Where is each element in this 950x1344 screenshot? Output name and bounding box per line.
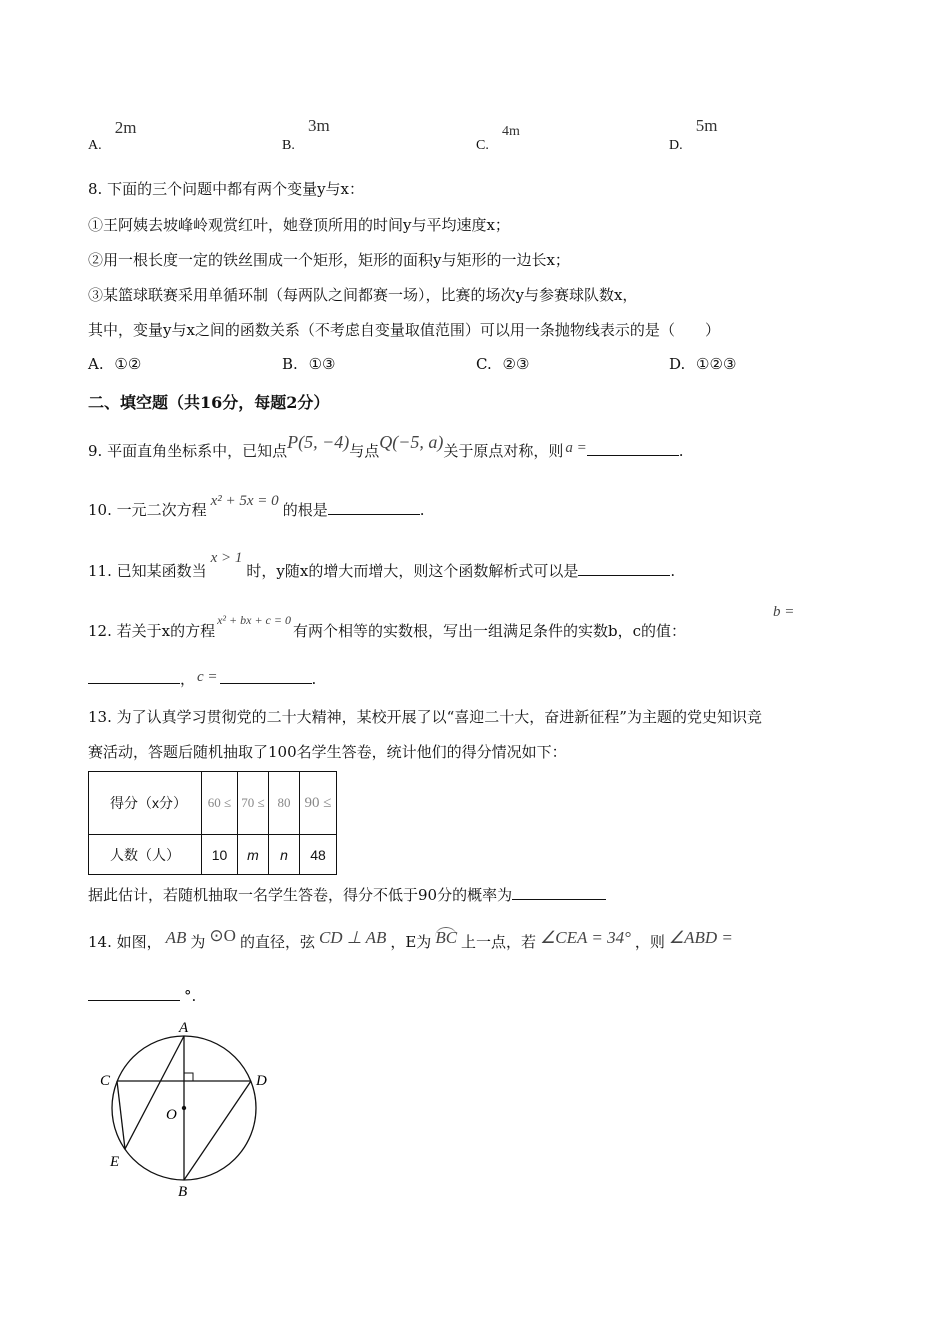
label-c: C xyxy=(100,1073,111,1089)
option-value: 5m xyxy=(695,116,718,135)
table-cell: 80 xyxy=(269,772,300,835)
table-cell: n xyxy=(269,835,300,875)
q12-equation: x² + bx + c = 0 xyxy=(217,613,291,627)
q12 xyxy=(88,613,686,641)
table-cell: 70 ≤ xyxy=(238,772,269,835)
q11-condition: x > 1 xyxy=(210,550,243,566)
score-table xyxy=(88,771,337,875)
q14-perp: CD ⊥ AB xyxy=(318,928,387,947)
label-b: B xyxy=(178,1184,188,1200)
q14-t2: 的直径，弦 xyxy=(239,933,315,951)
q11-end: . xyxy=(670,562,676,580)
q8-option-c xyxy=(476,355,529,373)
option-value: ①②③ xyxy=(696,355,737,373)
option-letter: A. xyxy=(88,138,102,153)
q10-prefix: 10. 一元二次方程 xyxy=(88,501,207,519)
q9 xyxy=(88,432,684,461)
table-cell: 90 ≤ xyxy=(300,772,337,835)
q9-var: a = xyxy=(565,440,587,456)
q7-option-c xyxy=(476,120,520,153)
q9-point-q: Q(−5, a) xyxy=(379,432,444,452)
q10 xyxy=(88,493,425,520)
q9-point-p: P(5, −4) xyxy=(287,432,350,452)
q14-angle: ∠CEA = 34° xyxy=(540,928,631,947)
q10-end: . xyxy=(419,501,425,519)
q11-suffix: 时，y随x的增大而增大，则这个函数解析式可以是 xyxy=(246,562,579,580)
q8-question: 其中，变量y与x之间的函数关系（不考虑自变量取值范围）可以用一条抛物线表示的是（ ） xyxy=(88,321,720,339)
option-letter: B. xyxy=(282,355,298,373)
table-row xyxy=(89,772,337,835)
q9-mid: 与点 xyxy=(349,442,380,460)
q14-ask: ∠ABD = xyxy=(668,928,733,947)
q14-t5: ，则 xyxy=(634,933,665,951)
q10-suffix: 的根是 xyxy=(282,501,328,519)
answer-blank[interactable] xyxy=(578,561,670,576)
answer-blank[interactable] xyxy=(512,885,606,900)
table-cell: 48 xyxy=(300,835,337,875)
table-cell: 60 ≤ xyxy=(202,772,238,835)
q13-line-2: 赛活动，答题后随机抽取了100名学生答卷，统计他们的得分情况如下： xyxy=(88,743,567,761)
q8-option-a xyxy=(88,355,141,373)
q9-suffix: 关于原点对称，则 xyxy=(443,442,564,460)
q14-circle: ⊙O xyxy=(209,926,236,945)
q9-prefix: 9. 平面直角坐标系中，已知点 xyxy=(88,442,288,460)
q13-after xyxy=(88,884,606,905)
q7-option-d xyxy=(669,116,718,153)
q12-end: . xyxy=(311,670,317,688)
q8-item-3: ③某篮球联赛采用单循环制（每两队之间都赛一场），比赛的场次y与参赛球队数x， xyxy=(88,286,638,304)
q12-prefix: 12. 若关于x的方程 xyxy=(88,622,216,640)
answer-blank[interactable] xyxy=(328,500,420,515)
q7-option-a xyxy=(88,118,137,153)
center-point xyxy=(182,1106,186,1110)
q14-ab: AB xyxy=(165,928,187,947)
answer-blank[interactable] xyxy=(587,441,679,456)
segment-ea xyxy=(125,1036,184,1149)
section-2-title: 二、填空题（共16分，每题2分） xyxy=(88,393,330,412)
segment-ce xyxy=(117,1081,125,1149)
q14-t4: 上一点，若 xyxy=(461,933,537,951)
q14-prefix: 14. 如图， xyxy=(88,933,162,951)
table-header-count: 人数（人） xyxy=(89,835,202,875)
label-a: A xyxy=(179,1020,189,1036)
answer-blank-c[interactable] xyxy=(220,669,312,684)
option-value: ②③ xyxy=(502,355,530,373)
option-value: ①③ xyxy=(308,355,336,373)
q10-equation: x² + 5x = 0 xyxy=(210,493,279,509)
q8-option-b xyxy=(282,355,335,373)
option-letter: C. xyxy=(476,355,492,373)
q11-prefix: 11. 已知某函数当 xyxy=(88,562,207,580)
q12-separator: ， xyxy=(180,670,196,688)
q14 xyxy=(88,926,733,952)
q14-arc: BC xyxy=(435,928,458,947)
q9-end: . xyxy=(678,442,684,460)
q12-c-var: c = xyxy=(197,669,218,685)
table-row xyxy=(89,835,337,875)
option-value: ①② xyxy=(114,355,142,373)
option-letter: C. xyxy=(476,138,489,153)
right-angle-mark xyxy=(184,1073,193,1081)
q14-t3: ，E为 xyxy=(390,933,432,951)
q13-line-1: 13. 为了认真学习贯彻党的二十大精神，某校开展了以“喜迎二十大，奋进新征程”为主题的党史知识竞 xyxy=(88,708,762,726)
q8-item-2: ②用一根长度一定的铁丝围成一个矩形，矩形的面积y与矩形的一边长x； xyxy=(88,251,570,269)
answer-blank[interactable] xyxy=(88,986,180,1001)
q12-line2 xyxy=(88,668,316,689)
q11 xyxy=(88,550,676,581)
answer-blank-b[interactable] xyxy=(88,669,180,684)
q14-end: °. xyxy=(184,987,197,1005)
table-cell: m xyxy=(238,835,269,875)
option-letter: D. xyxy=(669,138,683,153)
table-header-score: 得分（x分） xyxy=(89,772,202,835)
label-e: E xyxy=(110,1154,120,1170)
segment-db xyxy=(184,1081,251,1180)
q12-b-var: b = xyxy=(773,604,795,620)
q14-t1: 为 xyxy=(190,933,206,951)
option-value: 4m xyxy=(501,124,520,139)
q13-after-text: 据此估计，若随机抽取一名学生答卷，得分不低于90分的概率为 xyxy=(88,886,513,904)
label-d: D xyxy=(256,1073,267,1089)
q8-option-d xyxy=(669,355,736,373)
q8-stem: 8. 下面的三个问题中都有两个变量y与x： xyxy=(88,180,365,198)
option-letter: A. xyxy=(88,355,104,373)
q12-suffix: 有两个相等的实数根，写出一组满足条件的实数b，c的值： xyxy=(292,622,686,640)
option-letter: B. xyxy=(282,138,295,153)
circle-figure xyxy=(96,1016,296,1216)
q7-option-b xyxy=(282,116,330,153)
q14-line2 xyxy=(88,986,196,1005)
option-letter: D. xyxy=(669,355,686,373)
option-value: 3m xyxy=(307,116,330,135)
q8-item-1: ①王阿姨去坡峰岭观赏红叶，她登顶所用的时间y与平均速度x； xyxy=(88,216,510,234)
option-value: 2m xyxy=(114,118,137,137)
table-cell: 10 xyxy=(202,835,238,875)
label-o: O xyxy=(166,1107,177,1123)
